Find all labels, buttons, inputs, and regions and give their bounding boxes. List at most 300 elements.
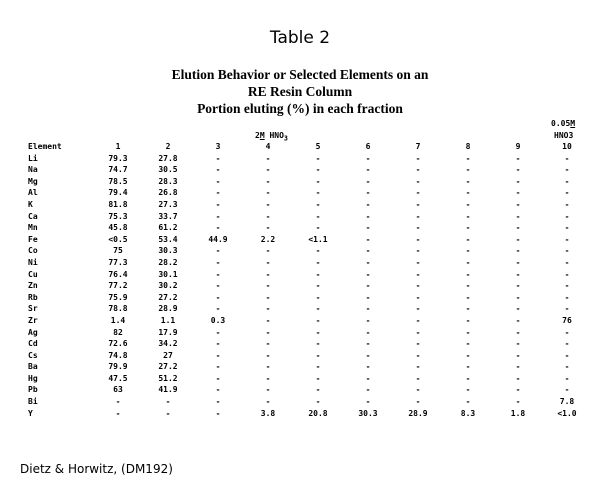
source-credit: Dietz & Horwitz, (DM192)	[20, 462, 173, 476]
fraction-value-cell: -	[515, 362, 521, 372]
fraction-value-cell: -	[465, 315, 471, 325]
fraction-value-cell: -	[415, 304, 421, 314]
fraction-value-cell: -	[415, 246, 421, 256]
fraction-value-cell: 82	[113, 327, 123, 337]
fraction-value-cell: -	[315, 188, 321, 198]
element-symbol-cell: Li	[28, 153, 38, 163]
table-body	[28, 153, 591, 420]
fraction-value-cell: -	[215, 281, 221, 291]
fraction-value-cell: 75.9	[108, 292, 128, 302]
fraction-value-cell: 76.4	[108, 269, 128, 279]
fraction-value-cell: -	[265, 350, 271, 360]
element-symbol-cell: Sr	[28, 304, 38, 314]
table-row	[28, 211, 591, 223]
fraction-value-cell: -	[415, 339, 421, 349]
fraction-value-cell: 79.4	[108, 188, 128, 198]
hno3-2m-rest: HNO	[264, 131, 284, 140]
fraction-value-cell: 30.3	[358, 408, 378, 418]
fraction-value-cell: -	[365, 339, 371, 349]
fraction-value-cell: -	[315, 269, 321, 279]
fraction-value-cell: -	[465, 339, 471, 349]
header-row	[28, 141, 591, 153]
column-header: 1	[115, 142, 121, 151]
fraction-value-cell: -	[415, 199, 421, 209]
fraction-value-cell: -	[215, 304, 221, 314]
fraction-value-cell: <0.5	[108, 234, 128, 244]
fraction-value-cell: -	[365, 188, 371, 198]
fraction-value-cell: -	[564, 153, 570, 163]
element-symbol-cell: Co	[28, 246, 38, 256]
fraction-value-cell: 27.3	[158, 199, 178, 209]
fraction-value-cell: -	[515, 373, 521, 383]
fraction-value-cell: -	[315, 246, 321, 256]
fraction-value-cell: -	[515, 385, 521, 395]
fraction-value-cell: -	[465, 327, 471, 337]
fraction-value-cell: -	[215, 408, 221, 418]
fraction-value-cell: 76	[562, 315, 572, 325]
column-header: 6	[365, 142, 371, 151]
fraction-value-cell: -	[215, 327, 221, 337]
fraction-value-cell: -	[564, 362, 570, 372]
table-row	[28, 396, 591, 408]
fraction-value-cell: -	[315, 257, 321, 267]
fraction-value-cell: -	[265, 327, 271, 337]
fraction-value-cell: -	[365, 281, 371, 291]
column-header: 4	[265, 142, 271, 151]
fraction-value-cell: -	[515, 269, 521, 279]
fraction-value-cell: -	[315, 211, 321, 221]
fraction-value-cell: -	[515, 188, 521, 198]
fraction-value-cell: -	[215, 188, 221, 198]
fraction-value-cell: -	[564, 257, 570, 267]
hno3-005m-unit: M	[570, 119, 576, 128]
fraction-value-cell: -	[415, 281, 421, 291]
fraction-value-cell: -	[564, 350, 570, 360]
fraction-value-cell: -	[564, 339, 570, 349]
table-row	[28, 164, 591, 176]
fraction-value-cell: -	[265, 373, 271, 383]
table-subtitle-line-2: RE Resin Column	[247, 84, 353, 99]
fraction-value-cell: -	[165, 397, 171, 407]
table-row	[28, 199, 591, 211]
fraction-value-cell: -	[215, 269, 221, 279]
fraction-value-cell: 0.3	[210, 315, 226, 325]
fraction-value-cell: -	[265, 223, 271, 233]
fraction-value-cell: -	[215, 257, 221, 267]
fraction-value-cell: -	[465, 385, 471, 395]
fraction-value-cell: -	[415, 350, 421, 360]
fraction-value-cell: -	[415, 362, 421, 372]
fraction-value-cell: -	[515, 199, 521, 209]
fraction-value-cell: -	[315, 315, 321, 325]
element-symbol-cell: Hg	[28, 373, 38, 383]
fraction-value-cell: -	[265, 304, 271, 314]
fraction-value-cell: -	[465, 292, 471, 302]
fraction-value-cell: -	[365, 350, 371, 360]
element-symbol-cell: Cd	[28, 339, 38, 349]
fraction-value-cell: -	[564, 211, 570, 221]
fraction-value-cell: -	[265, 188, 271, 198]
fraction-value-cell: -	[265, 339, 271, 349]
fraction-value-cell: -	[415, 153, 421, 163]
column-header: Element	[28, 142, 62, 151]
fraction-value-cell: 34.2	[158, 339, 178, 349]
fraction-value-cell: -	[564, 292, 570, 302]
fraction-value-cell: -	[564, 327, 570, 337]
fraction-value-cell: 47.5	[108, 373, 128, 383]
element-symbol-cell: Ni	[28, 257, 38, 267]
fraction-value-cell: -	[265, 257, 271, 267]
fraction-value-cell: -	[564, 234, 570, 244]
fraction-value-cell: -	[415, 397, 421, 407]
fraction-value-cell: -	[415, 257, 421, 267]
fraction-value-cell: -	[415, 176, 421, 186]
fraction-value-cell: 28.3	[158, 176, 178, 186]
fraction-value-cell: 78.5	[108, 176, 128, 186]
fraction-value-cell: -	[265, 153, 271, 163]
column-header: 7	[415, 142, 421, 151]
fraction-value-cell: -	[265, 292, 271, 302]
fraction-value-cell: 51.2	[158, 373, 178, 383]
fraction-value-cell: -	[315, 350, 321, 360]
fraction-value-cell: -	[465, 350, 471, 360]
fraction-value-cell: -	[465, 188, 471, 198]
fraction-value-cell: -	[365, 223, 371, 233]
fraction-value-cell: -	[215, 199, 221, 209]
column-header: 2	[165, 142, 171, 151]
fraction-value-cell: -	[365, 153, 371, 163]
fraction-value-cell: -	[564, 165, 570, 175]
fraction-value-cell: -	[465, 362, 471, 372]
fraction-value-cell: -	[415, 211, 421, 221]
fraction-value-cell: 72.6	[108, 339, 128, 349]
fraction-value-cell: -	[564, 281, 570, 291]
fraction-value-cell: -	[415, 223, 421, 233]
fraction-value-cell: -	[165, 408, 171, 418]
fraction-value-cell: 27.8	[158, 153, 178, 163]
column-header: 10	[562, 142, 572, 151]
table-row	[28, 280, 591, 292]
fraction-value-cell: -	[265, 269, 271, 279]
table-row	[28, 338, 591, 350]
fraction-value-cell: -	[465, 176, 471, 186]
fraction-value-cell: -	[315, 397, 321, 407]
fraction-value-cell: -	[315, 304, 321, 314]
fraction-value-cell: -	[465, 153, 471, 163]
fraction-value-cell: -	[265, 281, 271, 291]
fraction-value-cell: 3.8	[260, 408, 276, 418]
fraction-value-cell: -	[415, 327, 421, 337]
fraction-value-cell: -	[564, 304, 570, 314]
fraction-value-cell: 2.2	[260, 234, 276, 244]
fraction-value-cell: 81.8	[108, 199, 128, 209]
element-symbol-cell: Mn	[28, 223, 38, 233]
fraction-value-cell: -	[365, 373, 371, 383]
fraction-value-cell: -	[265, 315, 271, 325]
fraction-value-cell: 17.9	[158, 327, 178, 337]
fraction-value-cell: -	[465, 246, 471, 256]
fraction-value-cell: -	[365, 327, 371, 337]
fraction-value-cell: 1.4	[110, 315, 126, 325]
fraction-value-cell: -	[365, 385, 371, 395]
table-row	[28, 245, 591, 257]
group-header-005m-hno3: HNO3	[554, 131, 574, 140]
element-symbol-cell: Mg	[28, 176, 38, 186]
fraction-value-cell: 78.8	[108, 304, 128, 314]
fraction-value-cell: 44.9	[208, 234, 228, 244]
fraction-value-cell: 28.2	[158, 257, 178, 267]
column-header: 3	[215, 142, 221, 151]
fraction-value-cell: -	[365, 199, 371, 209]
fraction-value-cell: -	[515, 257, 521, 267]
table-row	[28, 408, 591, 420]
fraction-value-cell: -	[365, 315, 371, 325]
fraction-value-cell: -	[215, 153, 221, 163]
fraction-value-cell: 77.2	[108, 281, 128, 291]
table-row	[28, 222, 591, 234]
fraction-value-cell: -	[315, 292, 321, 302]
hno3-005m-number: 0.05	[551, 119, 571, 128]
fraction-value-cell: -	[215, 165, 221, 175]
page-title: Table 2	[269, 28, 331, 48]
fraction-value-cell: -	[365, 176, 371, 186]
table-row	[28, 373, 591, 385]
fraction-value-cell: -	[515, 165, 521, 175]
fraction-value-cell: -	[365, 246, 371, 256]
fraction-value-cell: -	[315, 281, 321, 291]
hno3-2m-unit: M	[259, 131, 265, 140]
elution-table	[28, 141, 591, 419]
fraction-value-cell: 61.2	[158, 223, 178, 233]
group-header-005m	[551, 119, 575, 128]
fraction-value-cell: -	[515, 304, 521, 314]
fraction-value-cell: -	[265, 176, 271, 186]
fraction-value-cell: 33.7	[158, 211, 178, 221]
fraction-value-cell: -	[315, 176, 321, 186]
fraction-value-cell: 26.8	[158, 188, 178, 198]
fraction-value-cell: -	[265, 199, 271, 209]
fraction-value-cell: -	[365, 269, 371, 279]
element-symbol-cell: Ba	[28, 362, 38, 372]
element-symbol-cell: Al	[28, 188, 38, 198]
fraction-value-cell: -	[465, 211, 471, 221]
fraction-value-cell: -	[515, 350, 521, 360]
column-header: 5	[315, 142, 321, 151]
fraction-value-cell: -	[415, 373, 421, 383]
fraction-value-cell: -	[415, 234, 421, 244]
fraction-value-cell: -	[465, 304, 471, 314]
fraction-value-cell: 75	[113, 246, 123, 256]
fraction-value-cell: -	[415, 385, 421, 395]
fraction-value-cell: -	[465, 223, 471, 233]
element-symbol-cell: Na	[28, 165, 38, 175]
fraction-value-cell: 20.8	[308, 408, 328, 418]
fraction-value-cell: -	[515, 153, 521, 163]
fraction-value-cell: -	[265, 165, 271, 175]
fraction-value-cell: -	[365, 304, 371, 314]
fraction-value-cell: -	[465, 281, 471, 291]
element-symbol-cell: Pb	[28, 385, 38, 395]
fraction-value-cell: -	[415, 188, 421, 198]
fraction-value-cell: -	[515, 397, 521, 407]
fraction-value-cell: -	[564, 199, 570, 209]
fraction-value-cell: 1.8	[510, 408, 526, 418]
fraction-value-cell: <1.0	[557, 408, 577, 418]
fraction-value-cell: 30.5	[158, 165, 178, 175]
fraction-value-cell: 79.3	[108, 153, 128, 163]
fraction-value-cell: -	[315, 153, 321, 163]
fraction-value-cell: -	[564, 246, 570, 256]
fraction-value-cell: -	[215, 350, 221, 360]
fraction-value-cell: -	[515, 327, 521, 337]
fraction-value-cell: -	[515, 223, 521, 233]
fraction-value-cell: -	[564, 188, 570, 198]
fraction-value-cell: 8.3	[460, 408, 476, 418]
table-row	[28, 292, 591, 304]
table-subtitle-line-3: Portion eluting (%) in each fraction	[197, 101, 403, 116]
fraction-value-cell: -	[515, 315, 521, 325]
fraction-value-cell: -	[365, 362, 371, 372]
fraction-value-cell: -	[215, 397, 221, 407]
table-row	[28, 153, 591, 165]
fraction-value-cell: -	[515, 292, 521, 302]
fraction-value-cell: -	[365, 211, 371, 221]
fraction-value-cell: 79.9	[108, 362, 128, 372]
fraction-value-cell: 28.9	[158, 304, 178, 314]
fraction-value-cell: 63	[113, 385, 123, 395]
fraction-value-cell: -	[315, 385, 321, 395]
table-row	[28, 350, 591, 362]
fraction-value-cell: -	[415, 165, 421, 175]
fraction-value-cell: -	[465, 397, 471, 407]
fraction-value-cell: -	[564, 223, 570, 233]
column-header: 9	[515, 142, 521, 151]
fraction-value-cell: -	[315, 362, 321, 372]
fraction-value-cell: -	[465, 199, 471, 209]
table-row	[28, 269, 591, 281]
element-symbol-cell: K	[28, 199, 33, 209]
fraction-value-cell: -	[365, 257, 371, 267]
fraction-value-cell: -	[315, 327, 321, 337]
table-row	[28, 361, 591, 373]
fraction-value-cell: -	[564, 176, 570, 186]
fraction-value-cell: 7.8	[559, 397, 575, 407]
fraction-value-cell: 30.2	[158, 281, 178, 291]
fraction-value-cell: 27.2	[158, 292, 178, 302]
fraction-value-cell: -	[315, 199, 321, 209]
fraction-value-cell: -	[215, 373, 221, 383]
fraction-value-cell: -	[265, 246, 271, 256]
fraction-value-cell: 41.9	[158, 385, 178, 395]
fraction-value-cell: 75.3	[108, 211, 128, 221]
fraction-value-cell: -	[315, 373, 321, 383]
fraction-value-cell: 30.3	[158, 246, 178, 256]
table-row	[28, 303, 591, 315]
element-symbol-cell: Zn	[28, 281, 38, 291]
fraction-value-cell: 53.4	[158, 234, 178, 244]
element-symbol-cell: Fe	[28, 234, 38, 244]
fraction-value-cell: -	[215, 246, 221, 256]
fraction-value-cell: -	[564, 373, 570, 383]
fraction-value-cell: -	[115, 408, 121, 418]
fraction-value-cell: -	[215, 362, 221, 372]
fraction-value-cell: -	[265, 362, 271, 372]
fraction-value-cell: 45.8	[108, 223, 128, 233]
fraction-value-cell: -	[115, 397, 121, 407]
fraction-value-cell: -	[315, 223, 321, 233]
fraction-value-cell: -	[215, 385, 221, 395]
fraction-value-cell: -	[465, 373, 471, 383]
fraction-value-cell: -	[315, 165, 321, 175]
fraction-value-cell: -	[415, 315, 421, 325]
fraction-value-cell: -	[365, 292, 371, 302]
element-symbol-cell: Ag	[28, 327, 38, 337]
fraction-value-cell: 30.1	[158, 269, 178, 279]
element-symbol-cell: Cs	[28, 350, 38, 360]
hno3-2m-subscript: 3	[283, 134, 288, 143]
fraction-value-cell: -	[215, 223, 221, 233]
fraction-value-cell: -	[415, 292, 421, 302]
fraction-value-cell: -	[265, 397, 271, 407]
fraction-value-cell: -	[515, 339, 521, 349]
fraction-value-cell: -	[515, 211, 521, 221]
fraction-value-cell: 27	[163, 350, 173, 360]
fraction-value-cell: -	[465, 234, 471, 244]
table-row	[28, 257, 591, 269]
element-symbol-cell: Zr	[28, 315, 38, 325]
fraction-value-cell: -	[515, 176, 521, 186]
fraction-value-cell: -	[365, 234, 371, 244]
table-row	[28, 187, 591, 199]
table-row	[28, 384, 591, 396]
fraction-value-cell: -	[415, 269, 421, 279]
fraction-value-cell: -	[515, 246, 521, 256]
fraction-value-cell: <1.1	[308, 234, 328, 244]
fraction-value-cell: -	[365, 165, 371, 175]
fraction-value-cell: 28.9	[408, 408, 428, 418]
fraction-value-cell: -	[515, 281, 521, 291]
element-symbol-cell: Bi	[28, 397, 38, 407]
fraction-value-cell: 74.7	[108, 165, 128, 175]
fraction-value-cell: -	[365, 397, 371, 407]
table-subtitle-line-1: Elution Behavior or Selected Elements on an	[171, 67, 429, 82]
element-symbol-cell: Y	[28, 408, 33, 418]
fraction-value-cell: -	[265, 385, 271, 395]
fraction-value-cell: -	[515, 234, 521, 244]
fraction-value-cell: -	[465, 165, 471, 175]
fraction-value-cell: 1.1	[160, 315, 176, 325]
fraction-value-cell: 77.3	[108, 257, 128, 267]
column-header: 8	[465, 142, 471, 151]
element-symbol-cell: Cu	[28, 269, 38, 279]
element-symbol-cell: Rb	[28, 292, 38, 302]
fraction-value-cell: -	[564, 385, 570, 395]
element-symbol-cell: Ca	[28, 211, 38, 221]
fraction-value-cell: -	[465, 269, 471, 279]
fraction-value-cell: -	[215, 211, 221, 221]
table-row	[28, 176, 591, 188]
fraction-value-cell: -	[465, 257, 471, 267]
fraction-value-cell: -	[315, 339, 321, 349]
fraction-value-cell: 74.8	[108, 350, 128, 360]
fraction-value-cell: -	[215, 176, 221, 186]
fraction-value-cell: 27.2	[158, 362, 178, 372]
fraction-value-cell: -	[215, 339, 221, 349]
table-row	[28, 327, 591, 339]
fraction-value-cell: -	[265, 211, 271, 221]
fraction-value-cell: -	[215, 292, 221, 302]
fraction-value-cell: -	[564, 269, 570, 279]
